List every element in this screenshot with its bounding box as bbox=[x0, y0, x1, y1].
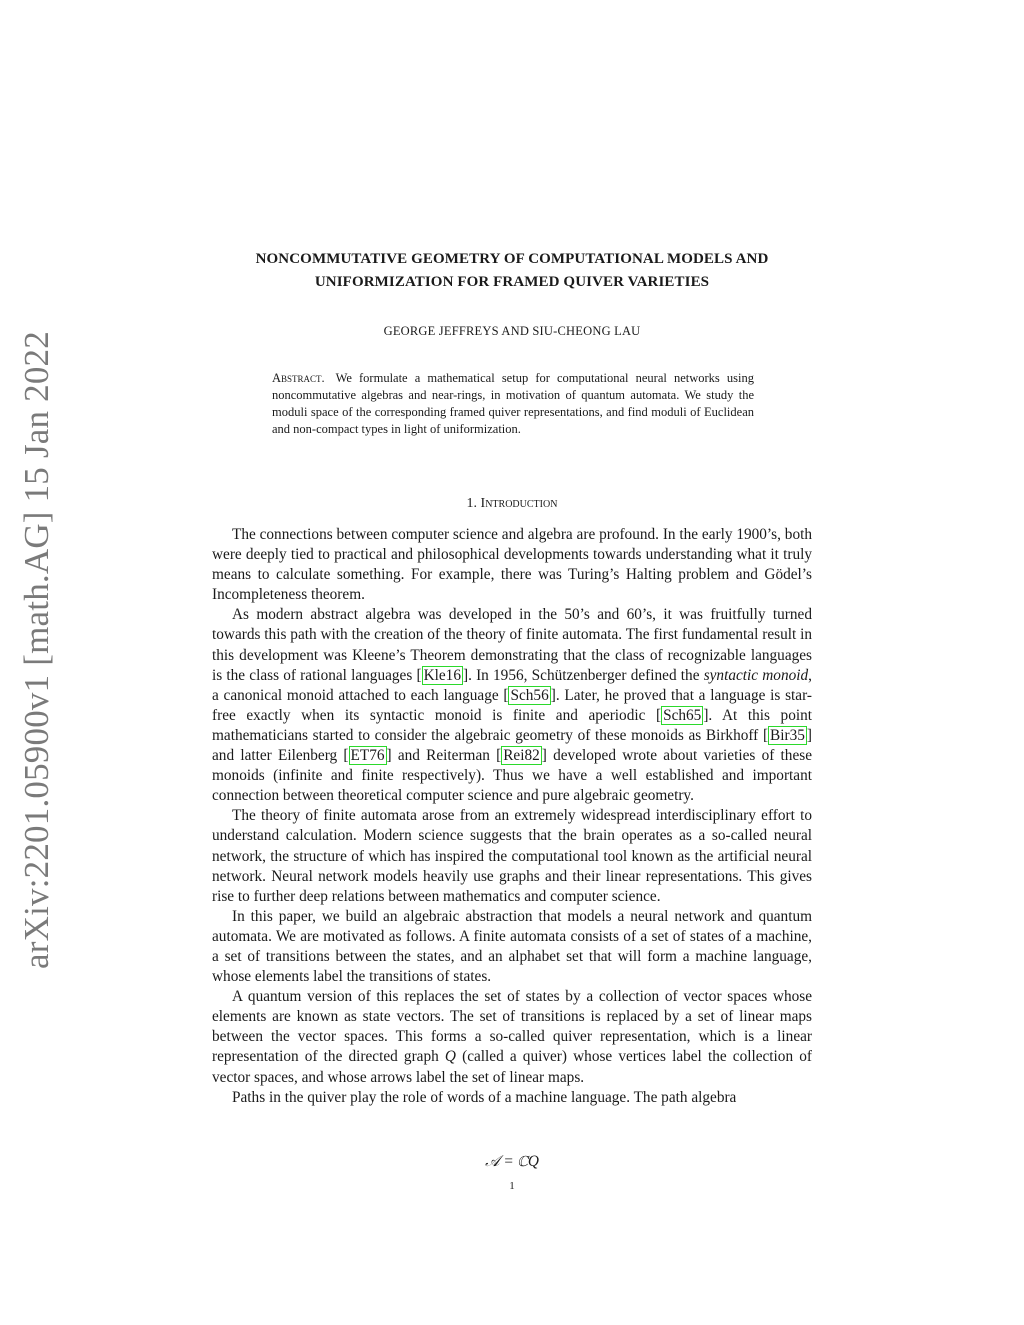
paragraph-4: In this paper, we build an algebraic abstraction that models a neural network and quantum automata. We are motivated as follows. A finite automata consists of a set of states of a machine, a set of transitions between the states, and an alphabet set that will form a machine language, whose elements label the transitions of states. bbox=[212, 907, 812, 986]
emphasis-syntactic-monoid: syntactic monoid bbox=[703, 666, 809, 684]
text-run: A quantum version of this replaces the set of states by a collection of vector spaces whose elements are known as state vectors. The set of transitions is replaced by a set of linear maps between the vector spaces. This forms a so-called quiver representation, which is a linear representation of the directed graph bbox=[212, 988, 812, 1066]
text-run: , a canonical monoid attached to each language [ bbox=[212, 666, 812, 704]
paragraph-2 bbox=[212, 605, 812, 806]
citation-rei82[interactable]: Rei82 bbox=[503, 747, 540, 765]
citation-kle16[interactable]: Kle16 bbox=[423, 666, 461, 684]
citation-sch56[interactable]: Sch56 bbox=[510, 686, 549, 704]
display-equation: 𝒜 = ℂQ bbox=[485, 1153, 539, 1170]
text-run: ] and Reiterman [ bbox=[386, 747, 502, 765]
abstract-label: Abstract. bbox=[272, 371, 325, 385]
math-quiver-q: Q bbox=[444, 1048, 456, 1066]
citation-bir35[interactable]: Bir35 bbox=[770, 726, 805, 744]
citation-et76[interactable]: ET76 bbox=[350, 747, 385, 765]
title-line-1: NONCOMMUTATIVE GEOMETRY OF COMPUTATIONAL MODELS AND bbox=[255, 251, 769, 267]
text-run: ]. Later, he proved that a language is star-free exactly when its syntactic monoid is finite and aperiodic [ bbox=[212, 686, 812, 724]
arxiv-identifier-text: arXiv:2201.05900v1 [math.AG] 15 Jan 2022 bbox=[17, 331, 57, 969]
text-run: ]. In 1956, Schützenberger defined the bbox=[462, 666, 704, 684]
section-heading bbox=[200, 496, 824, 512]
section-title: Introduction bbox=[480, 496, 558, 511]
text-run: ] and latter Eilenberg [ bbox=[212, 726, 812, 765]
text-run: ]. At this point mathematicians started to consider the algebraic geometry of these monoids as Birkhoff [ bbox=[212, 706, 813, 744]
abstract bbox=[272, 370, 754, 438]
text-run: ] developed wrote about varieties of these monoids (infinite and finite respectively). Thus we have a well established and important connection between theoretical computer science and pure algebraic geometry. bbox=[212, 747, 812, 805]
paragraph-5 bbox=[212, 987, 812, 1087]
text-run: (called a quiver) whose vertices label the collection of vector spaces, and whose arrows label the set of linear maps. bbox=[212, 1048, 812, 1086]
page-number: 1 bbox=[509, 1180, 515, 1192]
body-text bbox=[212, 525, 812, 1108]
authors: GEORGE JEFFREYS AND SIU-CHEONG LAU bbox=[383, 324, 641, 338]
paragraph-1: The connections between computer science and algebra are profound. In the early 1900’s, both were deeply tied to practical and philosophical developments towards understanding what it truly means to calculate something. For example, there was Turing’s Halting problem and Gödel’s Incompleteness theorem. bbox=[212, 526, 812, 604]
section-number: 1. bbox=[466, 496, 478, 511]
paper-title bbox=[200, 248, 824, 294]
arxiv-identifier-stamp bbox=[12, 331, 62, 969]
text-run: As modern abstract algebra was developed in the 50’s and 60’s, it was fruitfully turned towards this path with the creation of the theory of finite automata. The first fundamental result in this development was Kleene’s Theorem demonstrating that the class of recognizable languages is the class of rational languages [ bbox=[212, 606, 812, 684]
paragraph-3: The theory of finite automata arose from an extremely widespread interdisciplinary effort to understand calculation. Modern science suggests that the brain operates as a so-called neural network, the structure of which has inspired the computational tool known as the artificial neural network. Neural network models heavily use graphs and their linear representations. This gives rise to further deep relations between mathematics and computer science. bbox=[212, 807, 812, 905]
paragraph-6: Paths in the quiver play the role of words of a machine language. The path algebra bbox=[232, 1088, 737, 1106]
abstract-text: We formulate a mathematical setup for computational neural networks using noncommutative algebras and near-rings, in motivation of quantum automata. We study the moduli space of the corresponding framed quiver representations, and find moduli of Euclidean and non-compact types in light of uniformization. bbox=[272, 371, 754, 436]
title-line-2: UNIFORMIZATION FOR FRAMED QUIVER VARIETIES bbox=[314, 274, 710, 290]
citation-sch65[interactable]: Sch65 bbox=[663, 706, 702, 724]
